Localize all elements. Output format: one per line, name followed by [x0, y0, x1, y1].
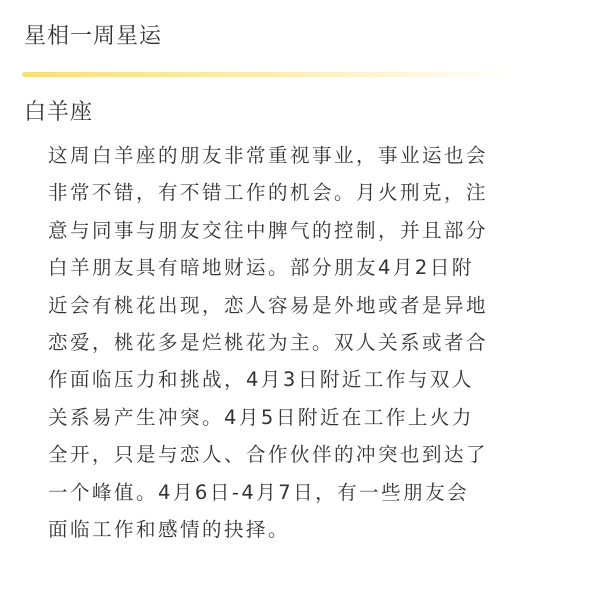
- body-line: 一个峰值。4月6日-4月7日，有一些朋友会: [48, 480, 470, 504]
- title-underline-divider: [22, 72, 512, 77]
- page-title: 星相一周星运: [24, 24, 163, 49]
- section-body-text: [48, 137, 558, 548]
- body-line: 意与同事与朋友交往中脾气的控制，并且部分: [48, 218, 489, 242]
- body-line: 关系易产生冲突。4月5日附近在工作上火力: [48, 405, 474, 429]
- body-line: 非常不错，有不错工作的机会。月火刑克，注: [48, 181, 489, 205]
- body-line: 作面临压力和挑战，4月3日附近工作与双人: [48, 368, 474, 392]
- body-line: 面临工作和感情的抉择。: [48, 518, 291, 542]
- body-line: 白羊朋友具有暗地财运。部分朋友4月2日附: [48, 256, 474, 280]
- body-line: 全开，只是与恋人、合作伙伴的冲突也到达了: [48, 443, 489, 467]
- body-line: 这周白羊座的朋友非常重视事业，事业运也会: [48, 144, 489, 167]
- body-line: 恋爱，桃花多是烂桃花为主。双人关系或者合: [48, 331, 489, 355]
- body-line: 近会有桃花出现，恋人容易是外地或者是异地: [48, 293, 489, 317]
- section-heading: 白羊座: [24, 100, 94, 125]
